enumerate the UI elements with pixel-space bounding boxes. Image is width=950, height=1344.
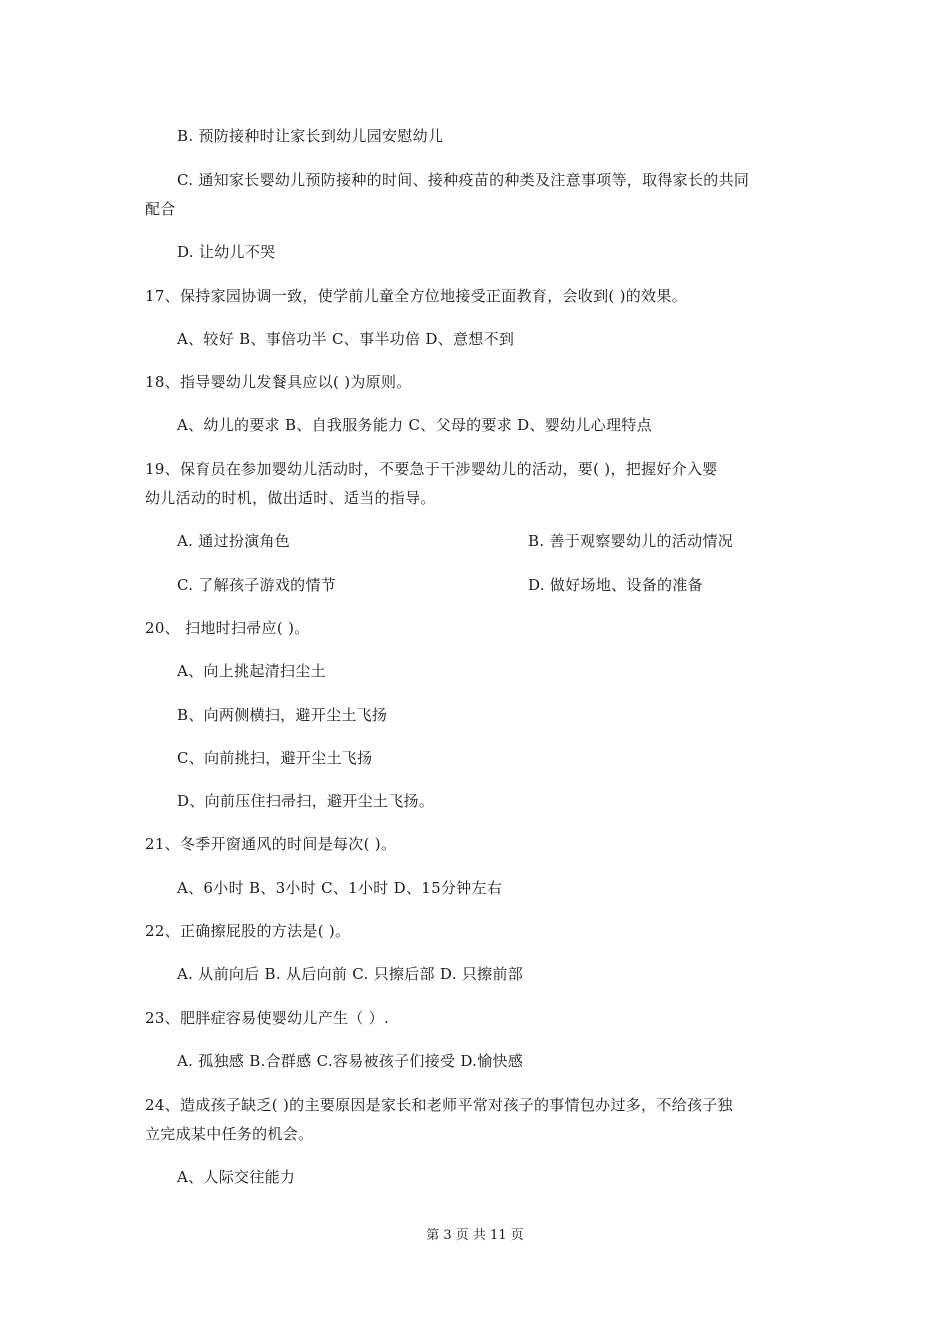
text-line: C. 通知家长婴幼儿预防接种的时间、接种疫苗的种类及注意事项等，取得家长的共同 xyxy=(177,171,750,189)
text-line: 配合 xyxy=(145,200,176,218)
text-line: A、6小时 B、3小时 C、1小时 D、15分钟左右 xyxy=(177,879,503,897)
text-line: D. 让幼儿不哭 xyxy=(177,243,276,261)
text-line: 23、肥胖症容易使婴幼儿产生（ ）. xyxy=(145,1009,390,1027)
text-line: 18、指导婴幼儿发餐具应以( )为原则。 xyxy=(145,373,412,391)
text-line: B. 善于观察婴幼儿的活动情况 xyxy=(528,532,734,550)
text-line: C. 了解孩子游戏的情节 xyxy=(177,576,337,594)
text-line: 20、 扫地时扫帚应( )。 xyxy=(145,619,310,637)
text-line: A. 孤独感 B.合群感 C.容易被孩子们接受 D.愉快感 xyxy=(177,1052,524,1070)
text-line: A、向上挑起清扫尘土 xyxy=(177,662,326,680)
text-line: 幼儿活动的时机，做出适时、适当的指导。 xyxy=(145,489,436,507)
text-line: D、向前压住扫帚扫，避开尘土飞扬。 xyxy=(177,792,435,810)
text-line: 19、保育员在参加婴幼儿活动时，不要急于干涉婴幼儿的活动，要( )，把握好介入婴 xyxy=(145,460,718,478)
text-line: 24、造成孩子缺乏( )的主要原因是家长和老师平常对孩子的事情包办过多，不给孩子独 xyxy=(145,1096,733,1114)
text-line: A、人际交往能力 xyxy=(177,1168,296,1186)
text-line: A、幼儿的要求 B、自我服务能力 C、父母的要求 D、婴幼儿心理特点 xyxy=(177,416,652,434)
text-line: D. 做好场地、设备的准备 xyxy=(528,576,703,594)
text-line: A、较好 B、事倍功半 C、事半功倍 D、意想不到 xyxy=(177,330,515,348)
page-footer: 第 3 页 共 11 页 xyxy=(426,1228,524,1243)
text-line: B. 预防接种时让家长到幼儿园安慰幼儿 xyxy=(177,127,444,145)
text-line: 17、保持家园协调一致，使学前儿童全方位地接受正面教育，会收到( )的效果。 xyxy=(145,287,687,305)
text-line: 21、冬季开窗通风的时间是每次( )。 xyxy=(145,835,397,853)
text-line: B、向两侧横扫，避开尘土飞扬 xyxy=(177,706,388,724)
text-line: C、向前挑扫，避开尘土飞扬 xyxy=(177,749,373,767)
text-line: A. 通过扮演角色 xyxy=(177,532,291,550)
text-line: A. 从前向后 B. 从后向前 C. 只擦后部 D. 只擦前部 xyxy=(177,965,524,983)
text-line: 立完成某中任务的机会。 xyxy=(145,1125,314,1143)
text-line: 22、正确擦屁股的方法是( )。 xyxy=(145,922,351,940)
